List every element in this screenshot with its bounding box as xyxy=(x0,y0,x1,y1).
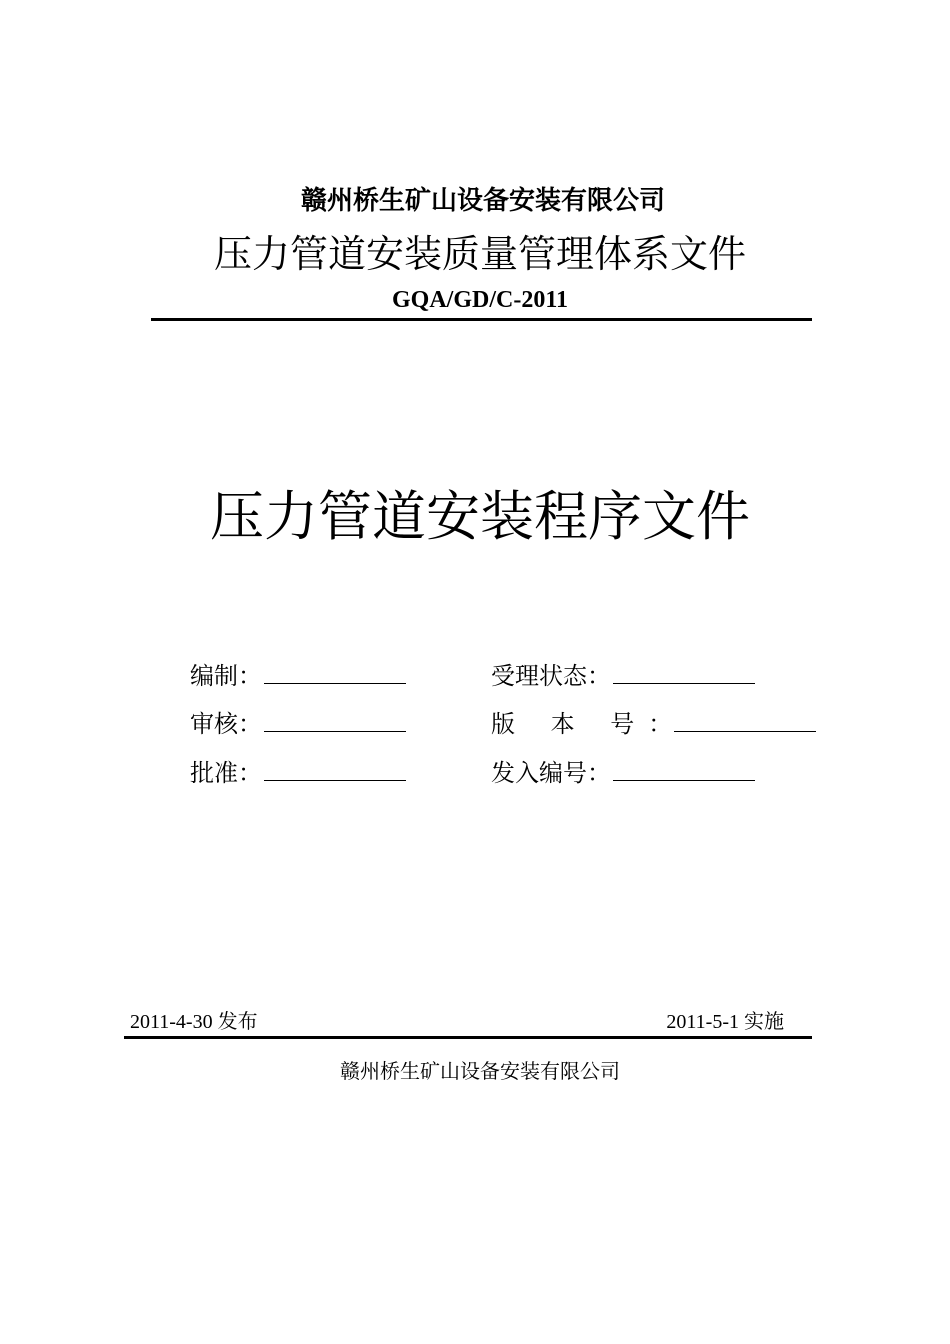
issue-number-field xyxy=(491,756,755,789)
company-header: 赣州桥生矿山设备安装有限公司 xyxy=(300,186,665,216)
document-code: GQA/GD/C-2011 xyxy=(391,287,568,313)
reviewed-blank-line xyxy=(264,707,406,732)
version-field xyxy=(491,707,816,740)
effective-date: 2011-5-1 实施 xyxy=(666,1011,784,1033)
reviewed-field xyxy=(190,707,406,740)
version-colon: ： xyxy=(648,710,673,738)
issue-number-label: 发入编号： xyxy=(491,759,611,787)
reviewed-label: 审核： xyxy=(190,710,262,738)
status-field xyxy=(491,659,755,692)
footer-company: 赣州桥生矿山设备安装有限公司 xyxy=(340,1059,620,1083)
status-blank-line xyxy=(613,659,755,684)
system-title: 压力管道安装质量管理体系文件 xyxy=(213,232,746,276)
compiled-field xyxy=(190,659,406,692)
status-label: 受理状态： xyxy=(491,662,611,690)
header-divider xyxy=(151,318,812,321)
compiled-blank-line xyxy=(264,659,406,684)
approved-label: 批准： xyxy=(190,759,262,787)
version-blank-line xyxy=(674,707,816,732)
issue-number-blank-line xyxy=(613,756,755,781)
footer-divider xyxy=(124,1036,812,1039)
approved-blank-line xyxy=(264,756,406,781)
main-title: 压力管道安装程序文件 xyxy=(210,485,750,548)
compiled-label: 编制： xyxy=(190,662,262,690)
approved-field xyxy=(190,756,406,789)
publish-date: 2011-4-30 发布 xyxy=(130,1011,258,1033)
version-label: 版 本 号 xyxy=(491,710,649,738)
